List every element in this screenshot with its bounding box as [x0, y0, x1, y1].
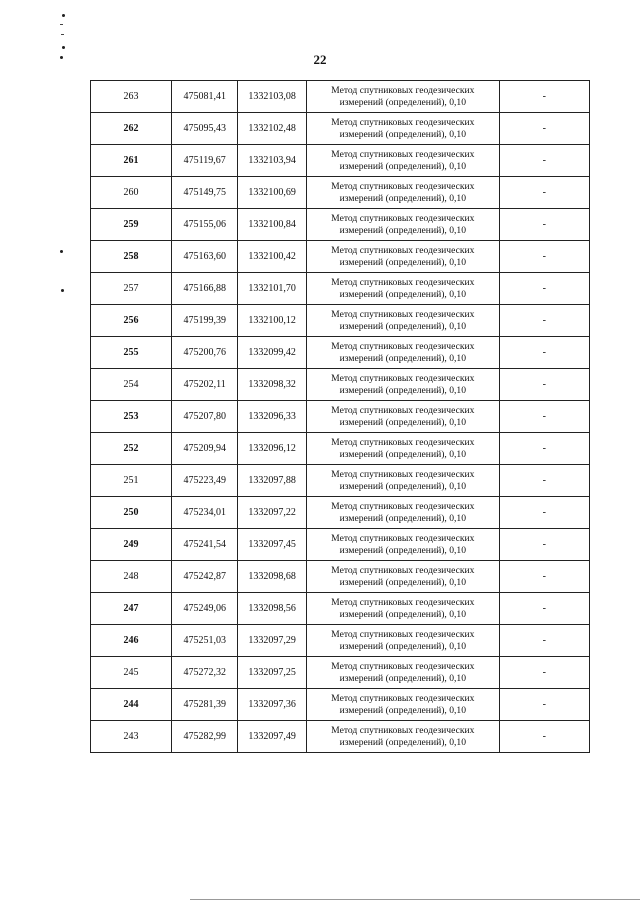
y-coordinate-cell: 1332101,70: [238, 273, 307, 305]
table-row: [91, 529, 590, 561]
method-line-1: Метод спутниковых геодезических: [331, 212, 475, 224]
point-number-cell: 256: [91, 305, 172, 337]
method-cell: [306, 305, 499, 337]
note-cell: -: [499, 81, 589, 113]
method-cell: [306, 657, 499, 689]
method-cell: [306, 401, 499, 433]
method-cell: [306, 209, 499, 241]
x-coordinate-cell: 475241,54: [171, 529, 237, 561]
method-cell: [306, 369, 499, 401]
coordinates-table: [90, 80, 590, 753]
method-line-2: измерений (определений), 0,10: [339, 672, 466, 684]
table-row: [91, 177, 590, 209]
point-number-cell: 262: [91, 113, 172, 145]
table-row: [91, 497, 590, 529]
method-cell: [306, 721, 499, 753]
method-line-2: измерений (определений), 0,10: [339, 288, 466, 300]
y-coordinate-cell: 1332097,88: [238, 465, 307, 497]
scan-speck: [60, 250, 63, 253]
method-line-2: измерений (определений), 0,10: [339, 544, 466, 556]
x-coordinate-cell: 475234,01: [171, 497, 237, 529]
method-line-1: Метод спутниковых геодезических: [331, 436, 475, 448]
table-row: [91, 81, 590, 113]
coordinates-table-body: [91, 81, 590, 753]
method-line-2: измерений (определений), 0,10: [339, 608, 466, 620]
note-cell: -: [499, 497, 589, 529]
table-row: [91, 401, 590, 433]
method-line-1: Метод спутниковых геодезических: [331, 564, 475, 576]
point-number-cell: 252: [91, 433, 172, 465]
scan-speck: [62, 46, 65, 49]
point-number-cell: 244: [91, 689, 172, 721]
x-coordinate-cell: 475166,88: [171, 273, 237, 305]
table-row: [91, 369, 590, 401]
y-coordinate-cell: 1332097,45: [238, 529, 307, 561]
note-cell: -: [499, 561, 589, 593]
note-cell: -: [499, 401, 589, 433]
x-coordinate-cell: 475149,75: [171, 177, 237, 209]
method-cell: [306, 433, 499, 465]
x-coordinate-cell: 475223,49: [171, 465, 237, 497]
method-line-2: измерений (определений), 0,10: [339, 384, 466, 396]
point-number-cell: 258: [91, 241, 172, 273]
point-number-cell: 249: [91, 529, 172, 561]
y-coordinate-cell: 1332100,69: [238, 177, 307, 209]
point-number-cell: 257: [91, 273, 172, 305]
method-line-1: Метод спутниковых геодезических: [331, 532, 475, 544]
y-coordinate-cell: 1332097,22: [238, 497, 307, 529]
table-row: [91, 433, 590, 465]
method-cell: [306, 465, 499, 497]
y-coordinate-cell: 1332096,33: [238, 401, 307, 433]
note-cell: -: [499, 273, 589, 305]
method-line-1: Метод спутниковых геодезических: [331, 596, 475, 608]
point-number-cell: 254: [91, 369, 172, 401]
note-cell: -: [499, 305, 589, 337]
method-cell: [306, 145, 499, 177]
x-coordinate-cell: 475249,06: [171, 593, 237, 625]
method-line-1: Метод спутниковых геодезических: [331, 660, 475, 672]
method-line-2: измерений (определений), 0,10: [339, 448, 466, 460]
y-coordinate-cell: 1332100,42: [238, 241, 307, 273]
table-row: [91, 689, 590, 721]
method-line-1: Метод спутниковых геодезических: [331, 500, 475, 512]
x-coordinate-cell: 475209,94: [171, 433, 237, 465]
y-coordinate-cell: 1332102,48: [238, 113, 307, 145]
note-cell: -: [499, 657, 589, 689]
note-cell: -: [499, 177, 589, 209]
method-line-1: Метод спутниковых геодезических: [331, 340, 475, 352]
point-number-cell: 248: [91, 561, 172, 593]
y-coordinate-cell: 1332100,84: [238, 209, 307, 241]
point-number-cell: 251: [91, 465, 172, 497]
note-cell: -: [499, 337, 589, 369]
note-cell: -: [499, 369, 589, 401]
method-cell: [306, 273, 499, 305]
table-row: [91, 561, 590, 593]
table-row: [91, 625, 590, 657]
method-cell: [306, 625, 499, 657]
table-row: [91, 273, 590, 305]
point-number-cell: 250: [91, 497, 172, 529]
y-coordinate-cell: 1332099,42: [238, 337, 307, 369]
method-cell: [306, 593, 499, 625]
y-coordinate-cell: 1332096,12: [238, 433, 307, 465]
x-coordinate-cell: 475251,03: [171, 625, 237, 657]
note-cell: -: [499, 529, 589, 561]
method-line-1: Метод спутниковых геодезических: [331, 180, 475, 192]
method-line-2: измерений (определений), 0,10: [339, 416, 466, 428]
note-cell: -: [499, 465, 589, 497]
note-cell: -: [499, 625, 589, 657]
y-coordinate-cell: 1332097,29: [238, 625, 307, 657]
x-coordinate-cell: 475081,41: [171, 81, 237, 113]
x-coordinate-cell: 475272,32: [171, 657, 237, 689]
table-row: [91, 657, 590, 689]
method-line-2: измерений (определений), 0,10: [339, 224, 466, 236]
method-line-2: измерений (определений), 0,10: [339, 704, 466, 716]
scan-speck: [60, 24, 63, 25]
method-cell: [306, 241, 499, 273]
x-coordinate-cell: 475207,80: [171, 401, 237, 433]
x-coordinate-cell: 475119,67: [171, 145, 237, 177]
method-line-1: Метод спутниковых геодезических: [331, 276, 475, 288]
method-line-2: измерений (определений), 0,10: [339, 640, 466, 652]
note-cell: -: [499, 593, 589, 625]
y-coordinate-cell: 1332098,56: [238, 593, 307, 625]
x-coordinate-cell: 475282,99: [171, 721, 237, 753]
y-coordinate-cell: 1332097,49: [238, 721, 307, 753]
table-row: [91, 465, 590, 497]
point-number-cell: 246: [91, 625, 172, 657]
scan-speck: [61, 34, 64, 35]
method-line-2: измерений (определений), 0,10: [339, 320, 466, 332]
x-coordinate-cell: 475281,39: [171, 689, 237, 721]
note-cell: -: [499, 689, 589, 721]
method-cell: [306, 177, 499, 209]
method-cell: [306, 497, 499, 529]
x-coordinate-cell: 475200,76: [171, 337, 237, 369]
method-line-1: Метод спутниковых геодезических: [331, 404, 475, 416]
scan-speck: [61, 289, 64, 292]
method-line-2: измерений (определений), 0,10: [339, 352, 466, 364]
method-line-1: Метод спутниковых геодезических: [331, 116, 475, 128]
method-line-1: Метод спутниковых геодезических: [331, 244, 475, 256]
method-line-2: измерений (определений), 0,10: [339, 256, 466, 268]
note-cell: -: [499, 433, 589, 465]
x-coordinate-cell: 475199,39: [171, 305, 237, 337]
x-coordinate-cell: 475202,11: [171, 369, 237, 401]
method-line-2: измерений (определений), 0,10: [339, 480, 466, 492]
note-cell: -: [499, 209, 589, 241]
page-number: 22: [313, 52, 327, 67]
point-number-cell: 243: [91, 721, 172, 753]
point-number-cell: 253: [91, 401, 172, 433]
note-cell: -: [499, 113, 589, 145]
method-line-1: Метод спутниковых геодезических: [331, 692, 475, 704]
method-cell: [306, 529, 499, 561]
point-number-cell: 245: [91, 657, 172, 689]
y-coordinate-cell: 1332097,25: [238, 657, 307, 689]
note-cell: -: [499, 241, 589, 273]
method-line-1: Метод спутниковых геодезических: [331, 148, 475, 160]
point-number-cell: 260: [91, 177, 172, 209]
table-row: [91, 241, 590, 273]
y-coordinate-cell: 1332098,32: [238, 369, 307, 401]
point-number-cell: 263: [91, 81, 172, 113]
point-number-cell: 261: [91, 145, 172, 177]
y-coordinate-cell: 1332098,68: [238, 561, 307, 593]
table-row: [91, 113, 590, 145]
x-coordinate-cell: 475095,43: [171, 113, 237, 145]
y-coordinate-cell: 1332103,08: [238, 81, 307, 113]
table-row: [91, 593, 590, 625]
note-cell: -: [499, 145, 589, 177]
point-number-cell: 255: [91, 337, 172, 369]
method-cell: [306, 113, 499, 145]
method-line-2: измерений (определений), 0,10: [339, 512, 466, 524]
method-line-2: измерений (определений), 0,10: [339, 160, 466, 172]
y-coordinate-cell: 1332097,36: [238, 689, 307, 721]
method-line-2: измерений (определений), 0,10: [339, 192, 466, 204]
y-coordinate-cell: 1332100,12: [238, 305, 307, 337]
method-cell: [306, 337, 499, 369]
method-line-1: Метод спутниковых геодезических: [331, 84, 475, 96]
note-cell: -: [499, 721, 589, 753]
table-row: [91, 209, 590, 241]
method-cell: [306, 81, 499, 113]
page-bottom-rule: [190, 899, 640, 900]
point-number-cell: 247: [91, 593, 172, 625]
method-line-1: Метод спутниковых геодезических: [331, 628, 475, 640]
method-line-1: Метод спутниковых геодезических: [331, 724, 475, 736]
table-row: [91, 145, 590, 177]
x-coordinate-cell: 475242,87: [171, 561, 237, 593]
table-row: [91, 305, 590, 337]
method-line-1: Метод спутниковых геодезических: [331, 308, 475, 320]
point-number-cell: 259: [91, 209, 172, 241]
method-line-2: измерений (определений), 0,10: [339, 576, 466, 588]
method-line-2: измерений (определений), 0,10: [339, 128, 466, 140]
method-line-1: Метод спутниковых геодезических: [331, 372, 475, 384]
method-line-2: измерений (определений), 0,10: [339, 96, 466, 108]
y-coordinate-cell: 1332103,94: [238, 145, 307, 177]
table-row: [91, 721, 590, 753]
method-line-2: измерений (определений), 0,10: [339, 736, 466, 748]
method-cell: [306, 689, 499, 721]
method-cell: [306, 561, 499, 593]
scan-speck: [62, 14, 65, 17]
method-line-1: Метод спутниковых геодезических: [331, 468, 475, 480]
x-coordinate-cell: 475155,06: [171, 209, 237, 241]
x-coordinate-cell: 475163,60: [171, 241, 237, 273]
table-row: [91, 337, 590, 369]
